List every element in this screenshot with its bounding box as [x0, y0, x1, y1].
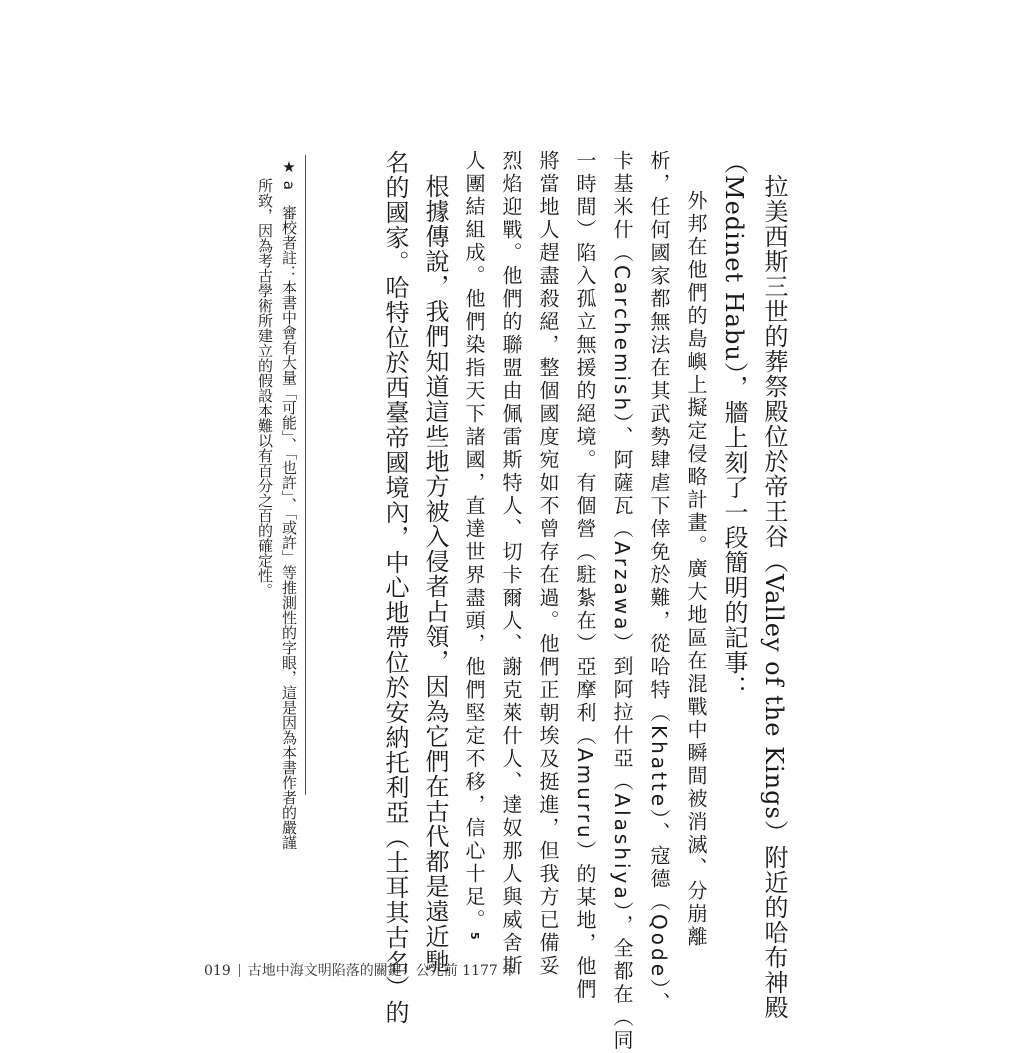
footnote-marker: ★ a [280, 158, 298, 190]
paragraph-line: 名的國家。哈特位於西臺帝國境內，中心地帶位於安納托利亞（土耳其古名）的 [381, 150, 409, 1025]
block-quote-text: 人團結組成。他們染指天下諸國，直達世界盡頭，他們堅定不移，信心十足。 [462, 150, 486, 932]
running-footer [204, 960, 516, 980]
paragraph-line: 根據傳說，我們知道這些地方被入侵者占領，因為它們在古代都是遠近馳 [421, 174, 449, 974]
block-quote-line: 外邦在他們的島嶼上擬定侵略計畫。廣大地區在混戰中瞬間被消滅、分崩離 [684, 190, 708, 949]
block-quote-line: 將當地人趕盡殺絕，整個國度宛如不曾存在過。他們正朝埃及挺進，但我方已備妥 [536, 150, 560, 978]
block-quote-line: 卡基米什（Carchemish）、阿薩瓦（Arzawa）到阿拉什亞（Alashiya），全都在（同 [610, 150, 634, 1053]
footnote [253, 158, 301, 850]
footnote-text: 審校者註：本書中會有大量「可能」、「也許」、「或許」等推測性的字眼，這是因為本書作者的嚴謹 [280, 204, 298, 850]
block-quote-line: 一時間）陷入孤立無援的絕境。有個營（駐紮在）亞摩利（Amurru）的某地，他們 [573, 150, 597, 1002]
block-quote-line: 烈焰迎戰。他們的聯盟由佩雷斯特人、切卡爾人、謝克萊什人、達奴那人與威舍斯 [499, 150, 523, 978]
page-number: 019 [204, 963, 231, 979]
footnote-line [277, 158, 301, 850]
block-quote-line [462, 150, 486, 943]
paragraph-line: 拉美西斯三世的葬祭殿位於帝王谷（Valley of the Kings）附近的哈布神殿 [760, 174, 788, 1020]
paragraph-line: （Medinet Habu），牆上刻了一段簡明的記事： [720, 150, 748, 700]
block-quote-line: 析，任何國家都無法在其武勢肆虐下倖免於難，從哈特（Khatte）、寇德（Qode）、 [647, 150, 671, 1016]
footnote-divider [305, 155, 306, 795]
note-reference: 5 [468, 932, 481, 943]
footer-separator [239, 964, 240, 977]
book-title: 古地中海文明陷落的關鍵：公元前 1177 年 [247, 963, 517, 979]
footnote-line: 所致，因為考古學術所建立的假設本難以有百分之百的確定性。 [256, 178, 274, 598]
